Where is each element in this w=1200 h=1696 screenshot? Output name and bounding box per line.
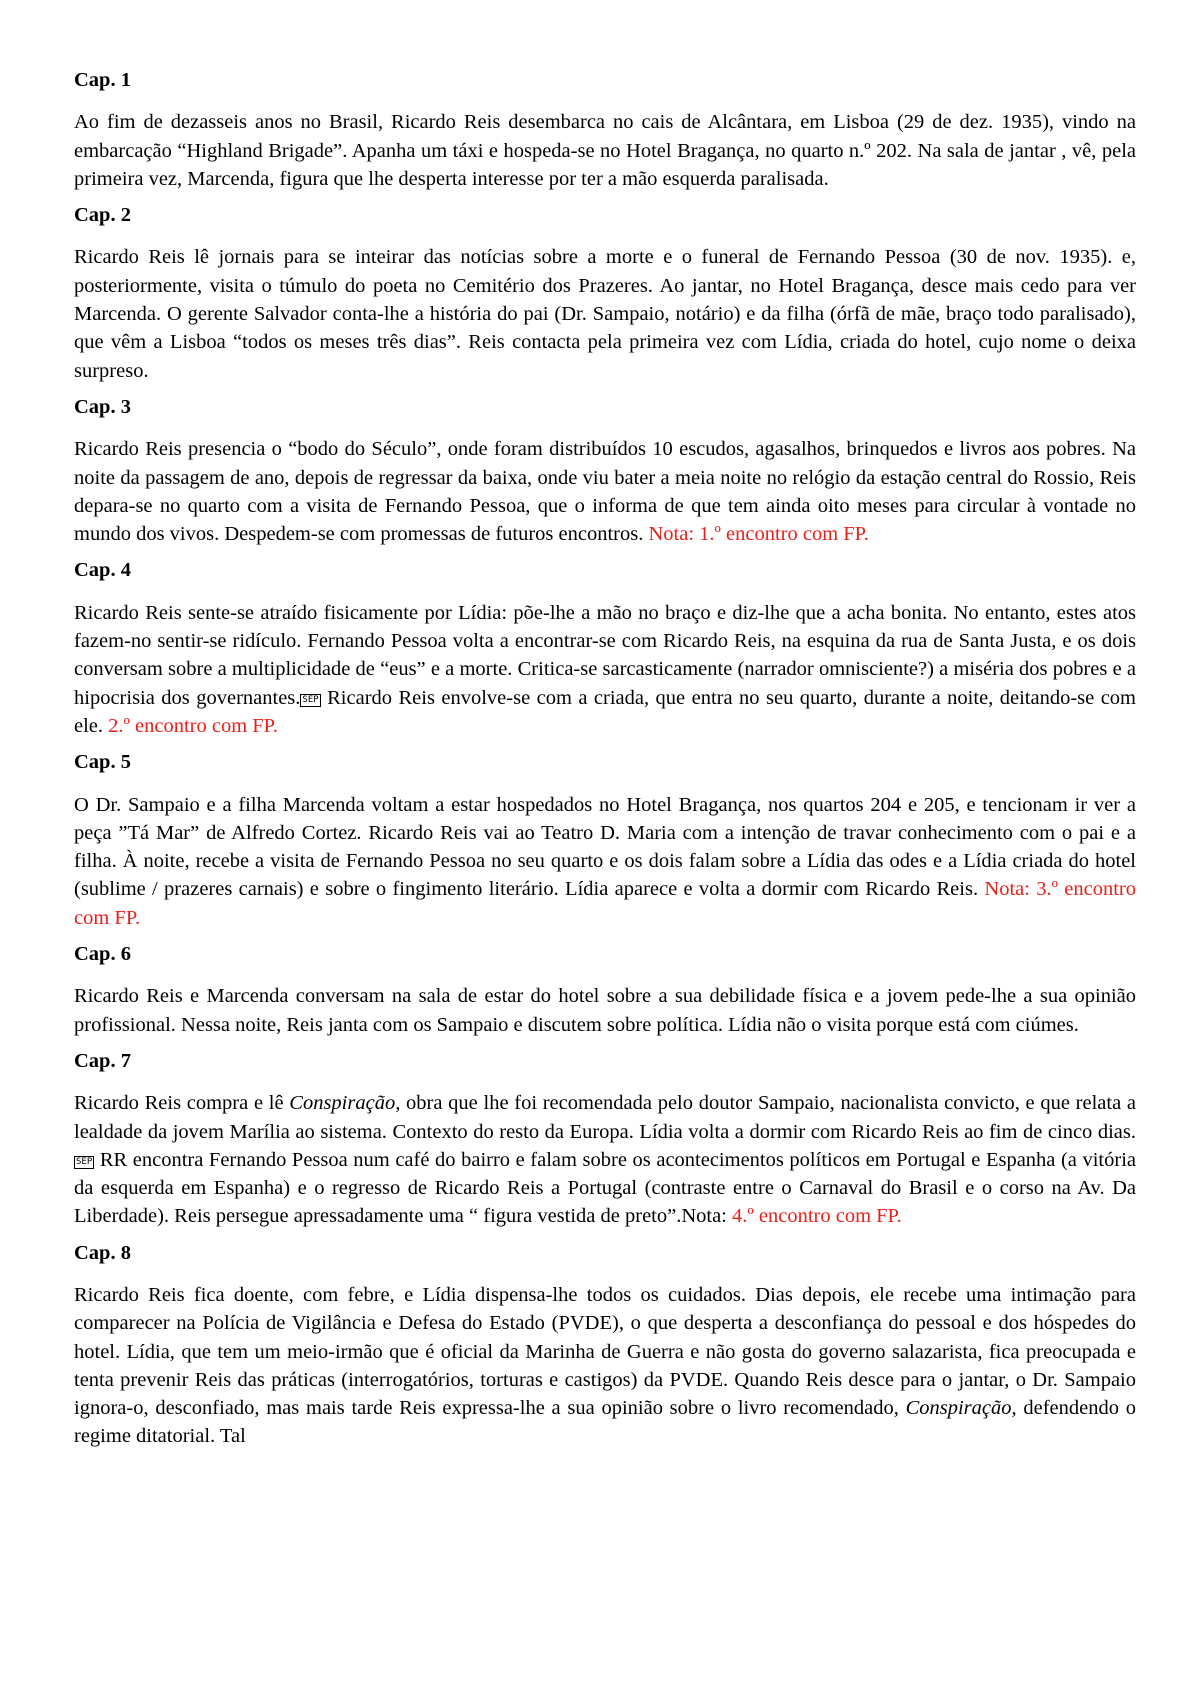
chapter-heading: Cap. 3: [74, 395, 131, 418]
summary-text-lead: Ricardo Reis compra e lê: [74, 1092, 284, 1115]
chapter-heading: Cap. 1: [74, 69, 131, 91]
summary-text: Ricardo Reis e Marcenda conversam na sala de estar do hotel sobre a sua debilidade física e a jovem pede-lhe a sua opinião profissional. Nessa noite, Reis janta com os Sampaio e discutem sobre política. Lídia não o visita porque está com ciúmes.: [74, 985, 1136, 1036]
summary-text-continued: Ricardo Reis envolve-se com a criada, que entra no seu quarto, durante a noite, deitando-se com ele.: [74, 686, 1136, 737]
note-text: 2.º encontro com FP.: [108, 714, 278, 737]
book-title: Conspiração,: [289, 1092, 401, 1115]
chapter-4: [74, 556, 1136, 740]
chapter-summary: [74, 1089, 1136, 1230]
chapter-summary: [74, 1281, 1136, 1451]
note-text: 4.º encontro com FP.: [732, 1205, 902, 1228]
chapter-3: [74, 393, 1136, 548]
summary-text: Ricardo Reis lê jornais para se inteirar das notícias sobre a morte e o funeral de Fernando Pessoa (30 de nov. 1935). e, posteriormente, visita o túmulo do poeta no Cemitério dos Prazeres. Ao jantar, no Hotel Bragança, desce mais cedo para ver Marcenda. O gerente Salvador conta-lhe a história do pai (Dr. Sampaio, notário) e da filha (órfã de mãe, braço todo paralisado), que vêm a Lisboa “todos os meses três dias”. Reis contacta pela primeira vez com Lídia, criada do hotel, cujo nome o deixa surpreso.: [74, 246, 1136, 382]
summary-text-continued: , defendendo o regime ditatorial. Tal: [74, 1397, 1136, 1448]
chapter-summary: [74, 599, 1136, 740]
summary-text: obra que lhe foi recomendada pelo doutor Sampaio, nacionalista convicto, e que relata a lealdade da jovem Marília ao sistema. Contexto do resto da Europa. Lídia volta a dormir com Ricardo Reis ao fim de cinco dias.: [74, 1092, 1137, 1143]
chapter-summary: [74, 108, 1136, 193]
chapter-heading: Cap. 5: [74, 751, 131, 774]
summary-text: Ricardo Reis fica doente, com febre, e Lídia dispensa-lhe todos os cuidados. Dias depois, ele recebe uma intimação para comparecer na Polícia de Vigilância e Defesa do Estado (PVDE), o que desperta a desconfiança do pessoal e dos hóspedes do hotel. Lídia, que tem um meio-irmão que é oficial da Marinha de Guerra e não gosta do governo salazarista, fica preocupada e tenta prevenir Reis das práticas (interrogatórios, torturas e castigos) da PVDE. Quando Reis desce para o jantar, o Dr. Sampaio ignora-o, desconfiado, mas mais tarde Reis expressa-lhe a sua opinião sobre o livro recomendado,: [74, 1283, 1136, 1420]
chapter-6: [74, 940, 1136, 1039]
summary-text: Ricardo Reis sente-se atraído fisicamente por Lídia: põe-lhe a mão no braço e diz-lhe que a acha bonita. No entanto, estes atos fazem-no sentir-se ridículo. Fernando Pessoa volta a encontrar-se com Ricardo Reis, na esquina da rua de Santa Justa, e os dois conversam sobre a multiplicidade de “eus” e a morte. Critica-se sarcasticamente (narrador omnisciente?) a miséria dos pobres e a hipocrisia dos governantes.: [74, 601, 1136, 709]
chapter-summary: [74, 435, 1136, 548]
summary-text: Ricardo Reis presencia o “bodo do Século”, onde foram distribuídos 10 escudos, agasalhos, brinquedos e livros aos pobres. Na noite da passagem de ano, depois de regressar da baixa, onde viu bater a meia noite no relógio da estação central do Rossio, Reis depara-se no quarto com a visita de Fernando Pessoa, que o informa de que tem ainda oito meses para circular à vontade no mundo dos vivos. Despedem-se com promessas de futuros encontros.: [74, 438, 1136, 546]
note-text: Nota: 3.º encontro com FP.: [74, 878, 1136, 929]
chapter-summary: [74, 791, 1136, 932]
summary-text-continued: RR encontra Fernando Pessoa num café do bairro e falam sobre os acontecimentos políticos em Portugal e Espanha (a vitória da esquerda em Espanha) e o regresso de Ricardo Reis a Portugal (contraste entre o Carnaval do Brasil e o corso na Av. Da Liberdade). Reis persegue apressadamente uma “ figura vestida de preto”.Nota:: [74, 1148, 1136, 1228]
chapter-summary: [74, 982, 1136, 1039]
chapter-2: [74, 201, 1136, 385]
summary-text: O Dr. Sampaio e a filha Marcenda voltam a estar hospedados no Hotel Bragança, nos quartos 204 e 205, e tencionam ir ver a peça ”Tá Mar” de Alfredo Cortez. Ricardo Reis vai ao Teatro D. Maria com a intenção de travar conhecimento com o pai e a filha. À noite, recebe a visita de Fernando Pessoa no seu quarto e os dois falam sobre a Lídia das odes e a Lídia criada do hotel (sublime / prazeres carnais) e sobre o fingimento literário. Lídia aparece e volta a dormir com Ricardo Reis.: [74, 793, 1136, 901]
book-title: Conspiração: [905, 1397, 1012, 1420]
chapter-heading: Cap. 4: [74, 559, 131, 582]
chapter-heading: Cap. 7: [74, 1049, 131, 1072]
document-page: [74, 66, 1136, 1459]
chapter-8: [74, 1239, 1136, 1451]
chapter-heading: Cap. 6: [74, 943, 131, 966]
chapter-heading: Cap. 2: [74, 204, 131, 227]
chapter-summary: [74, 243, 1136, 384]
chapter-1: [74, 66, 1136, 193]
separator-glyph: SEP: [76, 1156, 93, 1167]
separator-glyph: SEP: [302, 694, 319, 705]
chapter-7: [74, 1047, 1136, 1231]
chapter-heading: Cap. 8: [74, 1241, 131, 1264]
summary-text: Ao fim de dezasseis anos no Brasil, Ricardo Reis desembarca no cais de Alcântara, em Lisboa (29 de dez. 1935), vindo na embarcação “Highland Brigade”. Apanha um táxi e hospeda-se no Hotel Bragança, no quarto n.º 202. Na sala de jantar , vê, pela primeira vez, Marcenda, figura que lhe desperta interesse por ter a mão esquerda paralisada.: [74, 111, 1136, 190]
chapter-5: [74, 748, 1136, 932]
note-text: Nota: 1.º encontro com FP.: [648, 523, 869, 546]
